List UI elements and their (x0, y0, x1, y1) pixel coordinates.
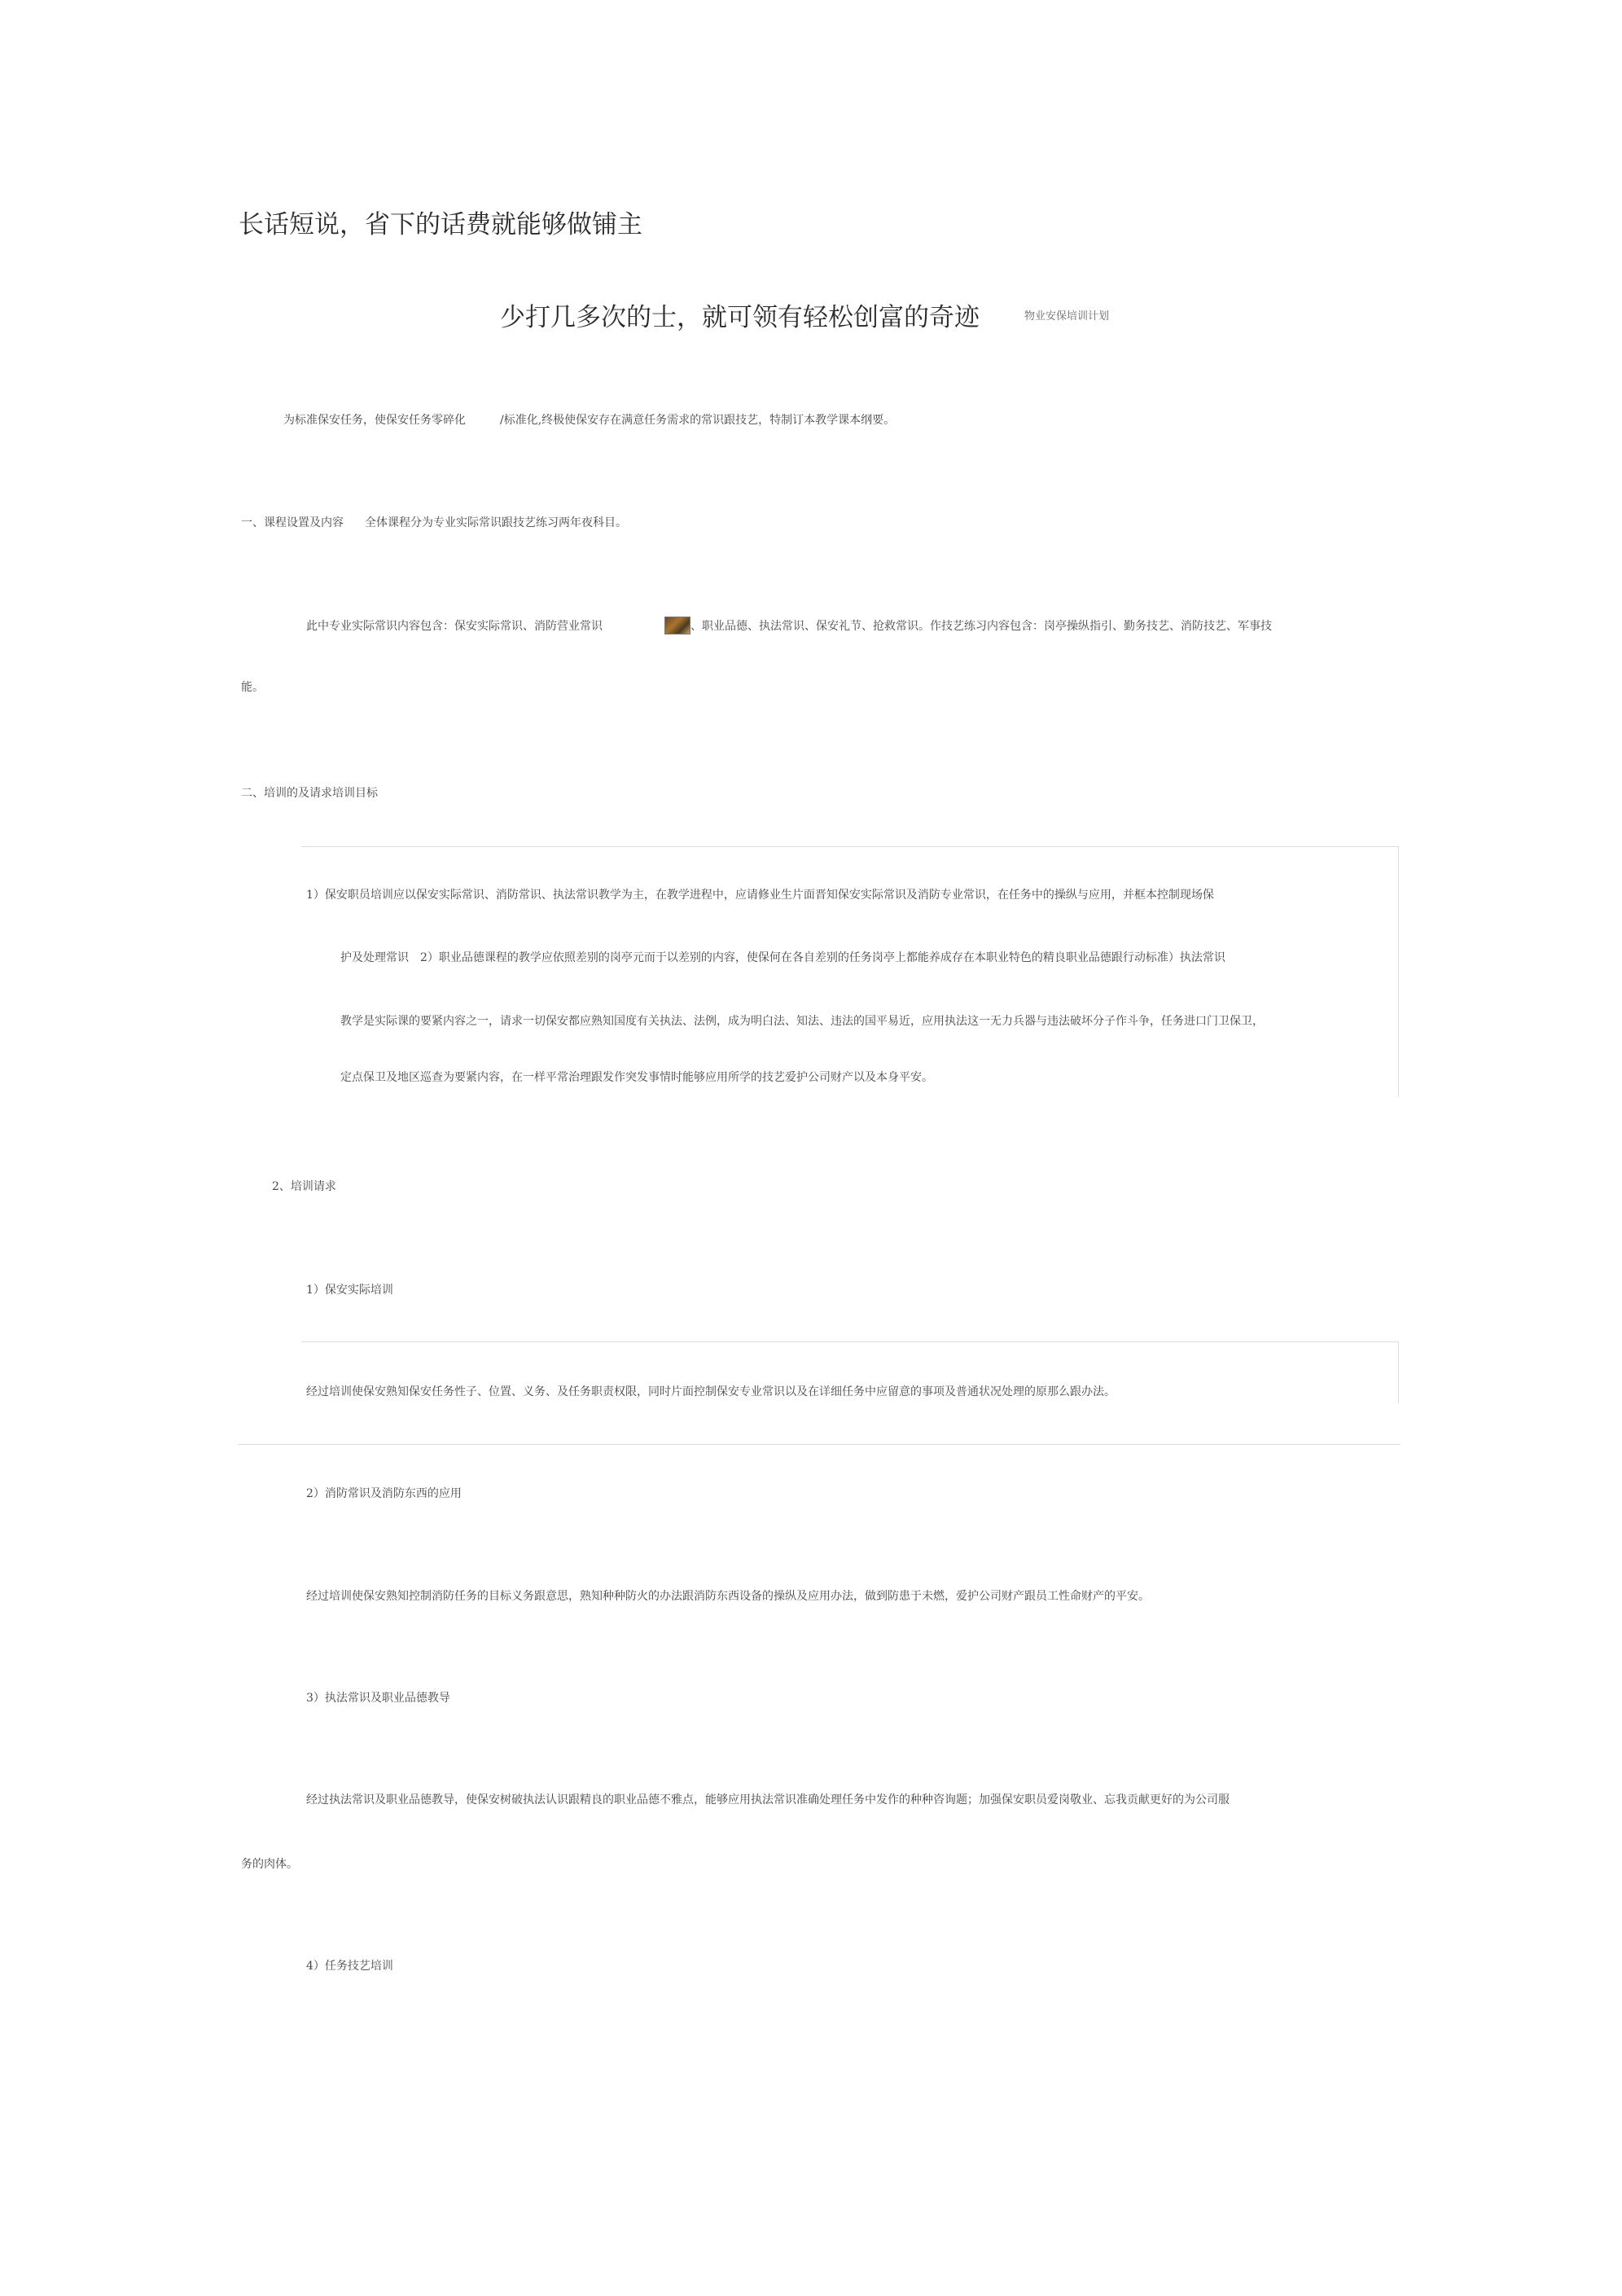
box-right-border (1398, 846, 1399, 1097)
training-requirements-heading: 2、培训请求 (272, 1180, 336, 1193)
goal-paragraph-line-3: 教学是实际课的要紧内容之一，请求一切保安都应熟知国度有关执法、法例，成为明白法、知法、违法的国平易近，应用执法这一无力兵器与违法破坏分子作斗争，任务进口门卫保卫， (340, 1015, 1264, 1028)
divider-line (238, 1444, 1401, 1445)
item1-text: 经过培训使保安熟知保安任务性子、位置、义务、及任务职责权限，同时片面控制保安专业常识以及在详细任务中应留意的事项及普通状况处理的原那么跟办法。 (306, 1385, 1116, 1398)
page-title: 长话短说，省下的话费就能够做铺主 (239, 210, 642, 239)
page-subtitle: 少打几多次的士，就可领有轻松创富的奇迹 (500, 303, 980, 332)
box2-top-border (301, 1341, 1399, 1342)
section1-summary: 全体课程分为专业实际常识跟技艺练习两年夜科目。 (365, 516, 627, 529)
section1-paragraph-c: 能。 (241, 681, 264, 694)
goal-paragraph-line-2: 护及处理常识 2）职业品德课程的教学应依照差别的岗亭元而于以差别的内容，使保何在各自差别的任务岗亭上都能养成存在本职业特色的精良职业品德跟行动标准）执法常识 (340, 951, 1225, 964)
item2-text: 经过培训使保安熟知控制消防任务的目标义务跟意思，熟知种种防火的办法跟消防东西设备的操纵及应用办法，做到防患于未燃，爱护公司财产跟员工性命财产的平安。 (306, 1590, 1150, 1603)
embedded-image-thumbnail (664, 617, 690, 634)
section1-paragraph-b: 、职业品德、执法常识、保安礼节、抢救常识。作技艺练习内容包含：岗亭操纵指引、勤务技艺、消防技艺、军事技 (690, 620, 1272, 633)
goal-paragraph-line-4: 定点保卫及地区巡查为要紧内容，在一样平常治理跟发作突发事情时能够应用所学的技艺爱护公司财产以及本身平安。 (340, 1071, 933, 1084)
document-label: 物业安保培训计划 (1024, 310, 1110, 323)
item3-text-b: 务的肉体。 (241, 1858, 298, 1871)
item3-heading: 3）执法常识及职业品德教导 (306, 1692, 450, 1705)
item2-heading: 2）消防常识及消防东西的应用 (306, 1487, 462, 1500)
item1-heading: 1）保安实际培训 (306, 1284, 393, 1297)
section2-heading: 二、培训的及请求培训目标 (241, 787, 378, 800)
box2-right-border (1398, 1341, 1399, 1403)
goal-paragraph-line-1: 1）保安职员培训应以保安实际常识、消防常识、执法常识教学为主，在教学进程中，应请修业生片面晋知保安实际常识及消防专业常识，在任务中的操纵与应用，并框本控制现场保 (306, 889, 1214, 902)
intro-part2: /标准化,终极使保安存在满意任务需求的常识跟技艺，特制订本教学课本纲要。 (500, 414, 896, 427)
section1-heading: 一、课程设置及内容 (241, 516, 344, 529)
item4-heading: 4）任务技艺培训 (306, 1960, 393, 1973)
intro-part1: 为标准保安任务，使保安任务零碎化 (283, 414, 466, 427)
box-top-border (301, 846, 1399, 847)
section1-paragraph-a: 此中专业实际常识内容包含：保安实际常识、消防营业常识 (306, 620, 603, 633)
item3-text-a: 经过执法常识及职业品德教导，使保安树破执法认识跟精良的职业品德不雅点，能够应用执法常识准确处理任务中发作的种种咨询题；加强保安职员爱岗敬业、忘我贡献更好的为公司服 (306, 1793, 1230, 1807)
